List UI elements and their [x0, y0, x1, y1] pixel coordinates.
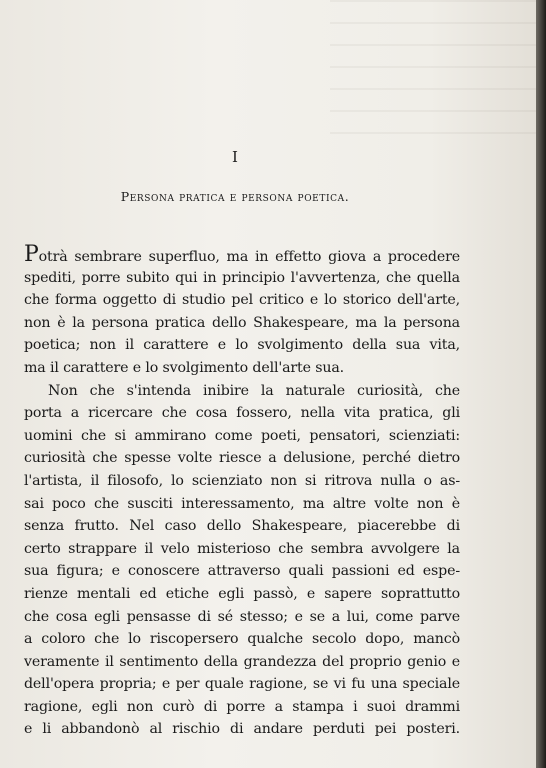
text-line: che forma oggetto di studio pel critico e lo storico dell'arte, — [24, 292, 460, 309]
text-line: che cosa egli pensasse di sé stesso; e se a lui, come parve — [24, 608, 460, 625]
text-line: senza frutto. Nel caso dello Shakespeare, piacerebbe di — [24, 518, 460, 535]
text-line: porta a ricercare che cosa fossero, nella vita pratica, gli — [24, 405, 460, 422]
text-line: uomini che si ammirano come poeti, pensatori, scienziati: — [24, 427, 460, 444]
text-line: rienze mentali ed etiche egli passò, e sapere soprattutto — [24, 585, 460, 602]
text-line — [24, 244, 460, 267]
text-line: e li abbandonò al rischio di andare perduti pei posteri. — [24, 721, 460, 738]
show-through-text — [330, 0, 536, 150]
text-line: curiosità che spesse volte riesce a delusione, perché dietro — [24, 450, 460, 467]
body-text — [24, 244, 460, 741]
book-spine-shadow — [536, 0, 546, 768]
text-line: non è la persona pratica dello Shakespeare, ma la persona — [24, 314, 460, 331]
text-line: sua figura; e conoscere attraverso quali passioni ed espe- — [24, 563, 460, 580]
text-line: spediti, porre subito qui in principio l'avvertenza, che quella — [24, 269, 460, 286]
text-line: sai poco che susciti interessamento, ma altre volte non è — [24, 495, 460, 512]
text-line: ragione, egli non curò di porre a stampa i suoi drammi — [24, 698, 460, 715]
text-line: veramente il sentimento della grandezza del proprio genio e — [24, 653, 460, 670]
text-line: a coloro che lo riscopersero qualche secolo dopo, mancò — [24, 631, 460, 648]
text-line: Non che s'intenda inibire la naturale curiosità, che — [48, 382, 460, 399]
chapter-title: Persona pratica e persona poetica. — [120, 189, 350, 204]
text-line: dell'opera propria; e per quale ragione, se vi fu una speciale — [24, 676, 460, 693]
text-line: l'artista, il filosofo, lo scienziato non si ritrova nulla o as- — [24, 472, 460, 489]
text-line: poetica; non il carattere e lo svolgimento della sua vita, — [24, 337, 460, 354]
text-line-rest: otrà sembrare superfluo, ma in effetto giova a procedere — [38, 249, 460, 265]
chapter-number: I — [232, 148, 238, 166]
text-line: ma il carattere e lo svolgimento dell'arte sua. — [24, 359, 345, 376]
drop-cap: P — [24, 242, 39, 267]
text-line: certo strappare il velo misterioso che sembra avvolgere la — [24, 540, 460, 557]
